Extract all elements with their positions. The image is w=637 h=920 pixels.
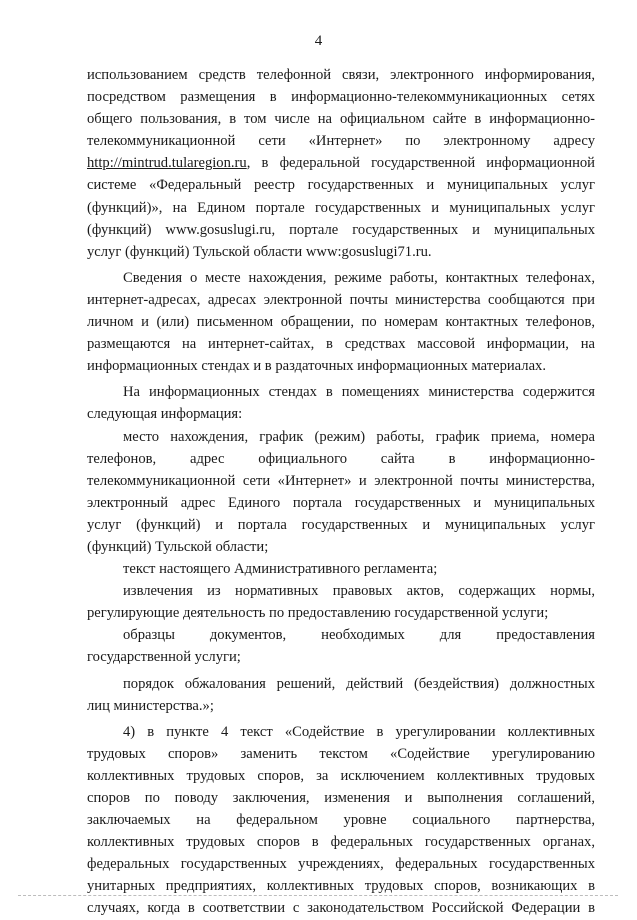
paragraph-5	[87, 558, 595, 580]
paragraph-1	[87, 64, 595, 263]
text-line: общего пользования, в том числе на официальном сайте в информационно-	[87, 111, 595, 128]
text-line: интернет-адресах, адресах электронной почты министерства сообщаются при	[87, 291, 595, 308]
text-line: (функций)», на Едином портале государственных и муниципальных услуг	[87, 199, 595, 216]
text-line: телекоммуникационной сети «Интернет» по электронному адресу	[87, 133, 595, 150]
text-line: личном и (или) письменном обращении, по номерам контактных телефонов,	[87, 314, 595, 331]
ministry-website-link[interactable]: http://mintrud.tularegion.ru	[87, 155, 247, 172]
text-line: системе «Федеральный реестр государственных и муниципальных услуг	[87, 177, 595, 194]
text-line: извлечения из нормативных правовых актов, содержащих нормы,	[123, 583, 595, 600]
text-line: (функций) Тульской области;	[87, 538, 269, 555]
text-line: унитарных предприятиях, коллективных трудовых споров, возникающих в	[87, 878, 595, 895]
page-number: 4	[314, 33, 323, 49]
text-line: лиц министерства.»;	[87, 697, 214, 714]
text-line: следующая информация:	[87, 406, 243, 423]
text-line: коллективных трудовых споров в федеральных государственных органах,	[87, 834, 595, 851]
text-line: образцы документов, необходимых для предоставления	[123, 627, 595, 644]
paragraph-3	[87, 381, 595, 425]
text-line: порядок обжалования решений, действий (бездействия) должностных	[123, 675, 595, 692]
paragraph-7	[87, 624, 595, 668]
text-line: федеральных государственных учреждениях, федеральных государственных	[87, 856, 595, 873]
text-line: споров по поводу заключения, изменения и выполнения соглашений,	[87, 790, 595, 806]
document-body	[87, 64, 595, 920]
text-line: государственной услуги;	[87, 649, 241, 666]
text-line: услуг (функций) Тульской области www:gosuslugi71.ru.	[87, 243, 432, 260]
text-line	[87, 152, 595, 174]
text-line: электронный адрес Единого портала государственных и муниципальных	[87, 494, 595, 511]
text-line: случаях, когда в соответствии с законодательством Российской Федерации в	[87, 900, 595, 917]
text-line: размещаются на интернет-сайтах, в средствах массовой информации, на	[87, 336, 595, 353]
text-line: телефонов, адрес официального сайта в информационно-	[87, 450, 595, 467]
text-line: услуг (функций) и портала государственных и муниципальных услуг	[87, 516, 595, 533]
text-line: место нахождения, график (режим) работы, график приема, номера	[123, 428, 595, 445]
text-line: регулирующие деятельность по предоставлению государственной услуги;	[87, 605, 549, 622]
paragraph-2	[87, 267, 595, 377]
text-line: телекоммуникационной сети «Интернет» и электронной почты министерства,	[87, 472, 595, 489]
text-fragment: , в федеральной государственной информационной	[246, 155, 595, 172]
text-line: На информационных стендах в помещениях министерства содержится	[123, 384, 595, 401]
text-line: (функций) www.gosuslugi.ru, портале государственных и муниципальных	[87, 221, 595, 238]
text-line: трудовых споров» заменить текстом «Содействие урегулированию	[87, 745, 595, 762]
text-line: использованием средств телефонной связи, электронного информирования,	[87, 67, 595, 83]
paragraph-6	[87, 580, 595, 624]
paragraph-9	[87, 721, 595, 920]
text-line: заключаемых на федеральном уровне социального партнерства,	[87, 812, 595, 829]
scan-edge-divider	[18, 895, 618, 896]
paragraph-8	[87, 673, 595, 717]
text-line: Сведения о месте нахождения, режиме работы, контактных телефонах,	[123, 269, 595, 286]
text-line: посредством размещения в информационно-телекоммуникационных сетях	[87, 89, 595, 106]
text-line: информационных стендах и в раздаточных информационных материалах.	[87, 358, 546, 375]
paragraph-4	[87, 426, 595, 559]
text-line: коллективных трудовых споров, за исключением коллективных трудовых	[87, 767, 595, 784]
text-line: текст настоящего Административного регламента;	[123, 561, 438, 578]
text-line: 4) в пункте 4 текст «Содействие в урегулировании коллективных	[123, 723, 595, 740]
